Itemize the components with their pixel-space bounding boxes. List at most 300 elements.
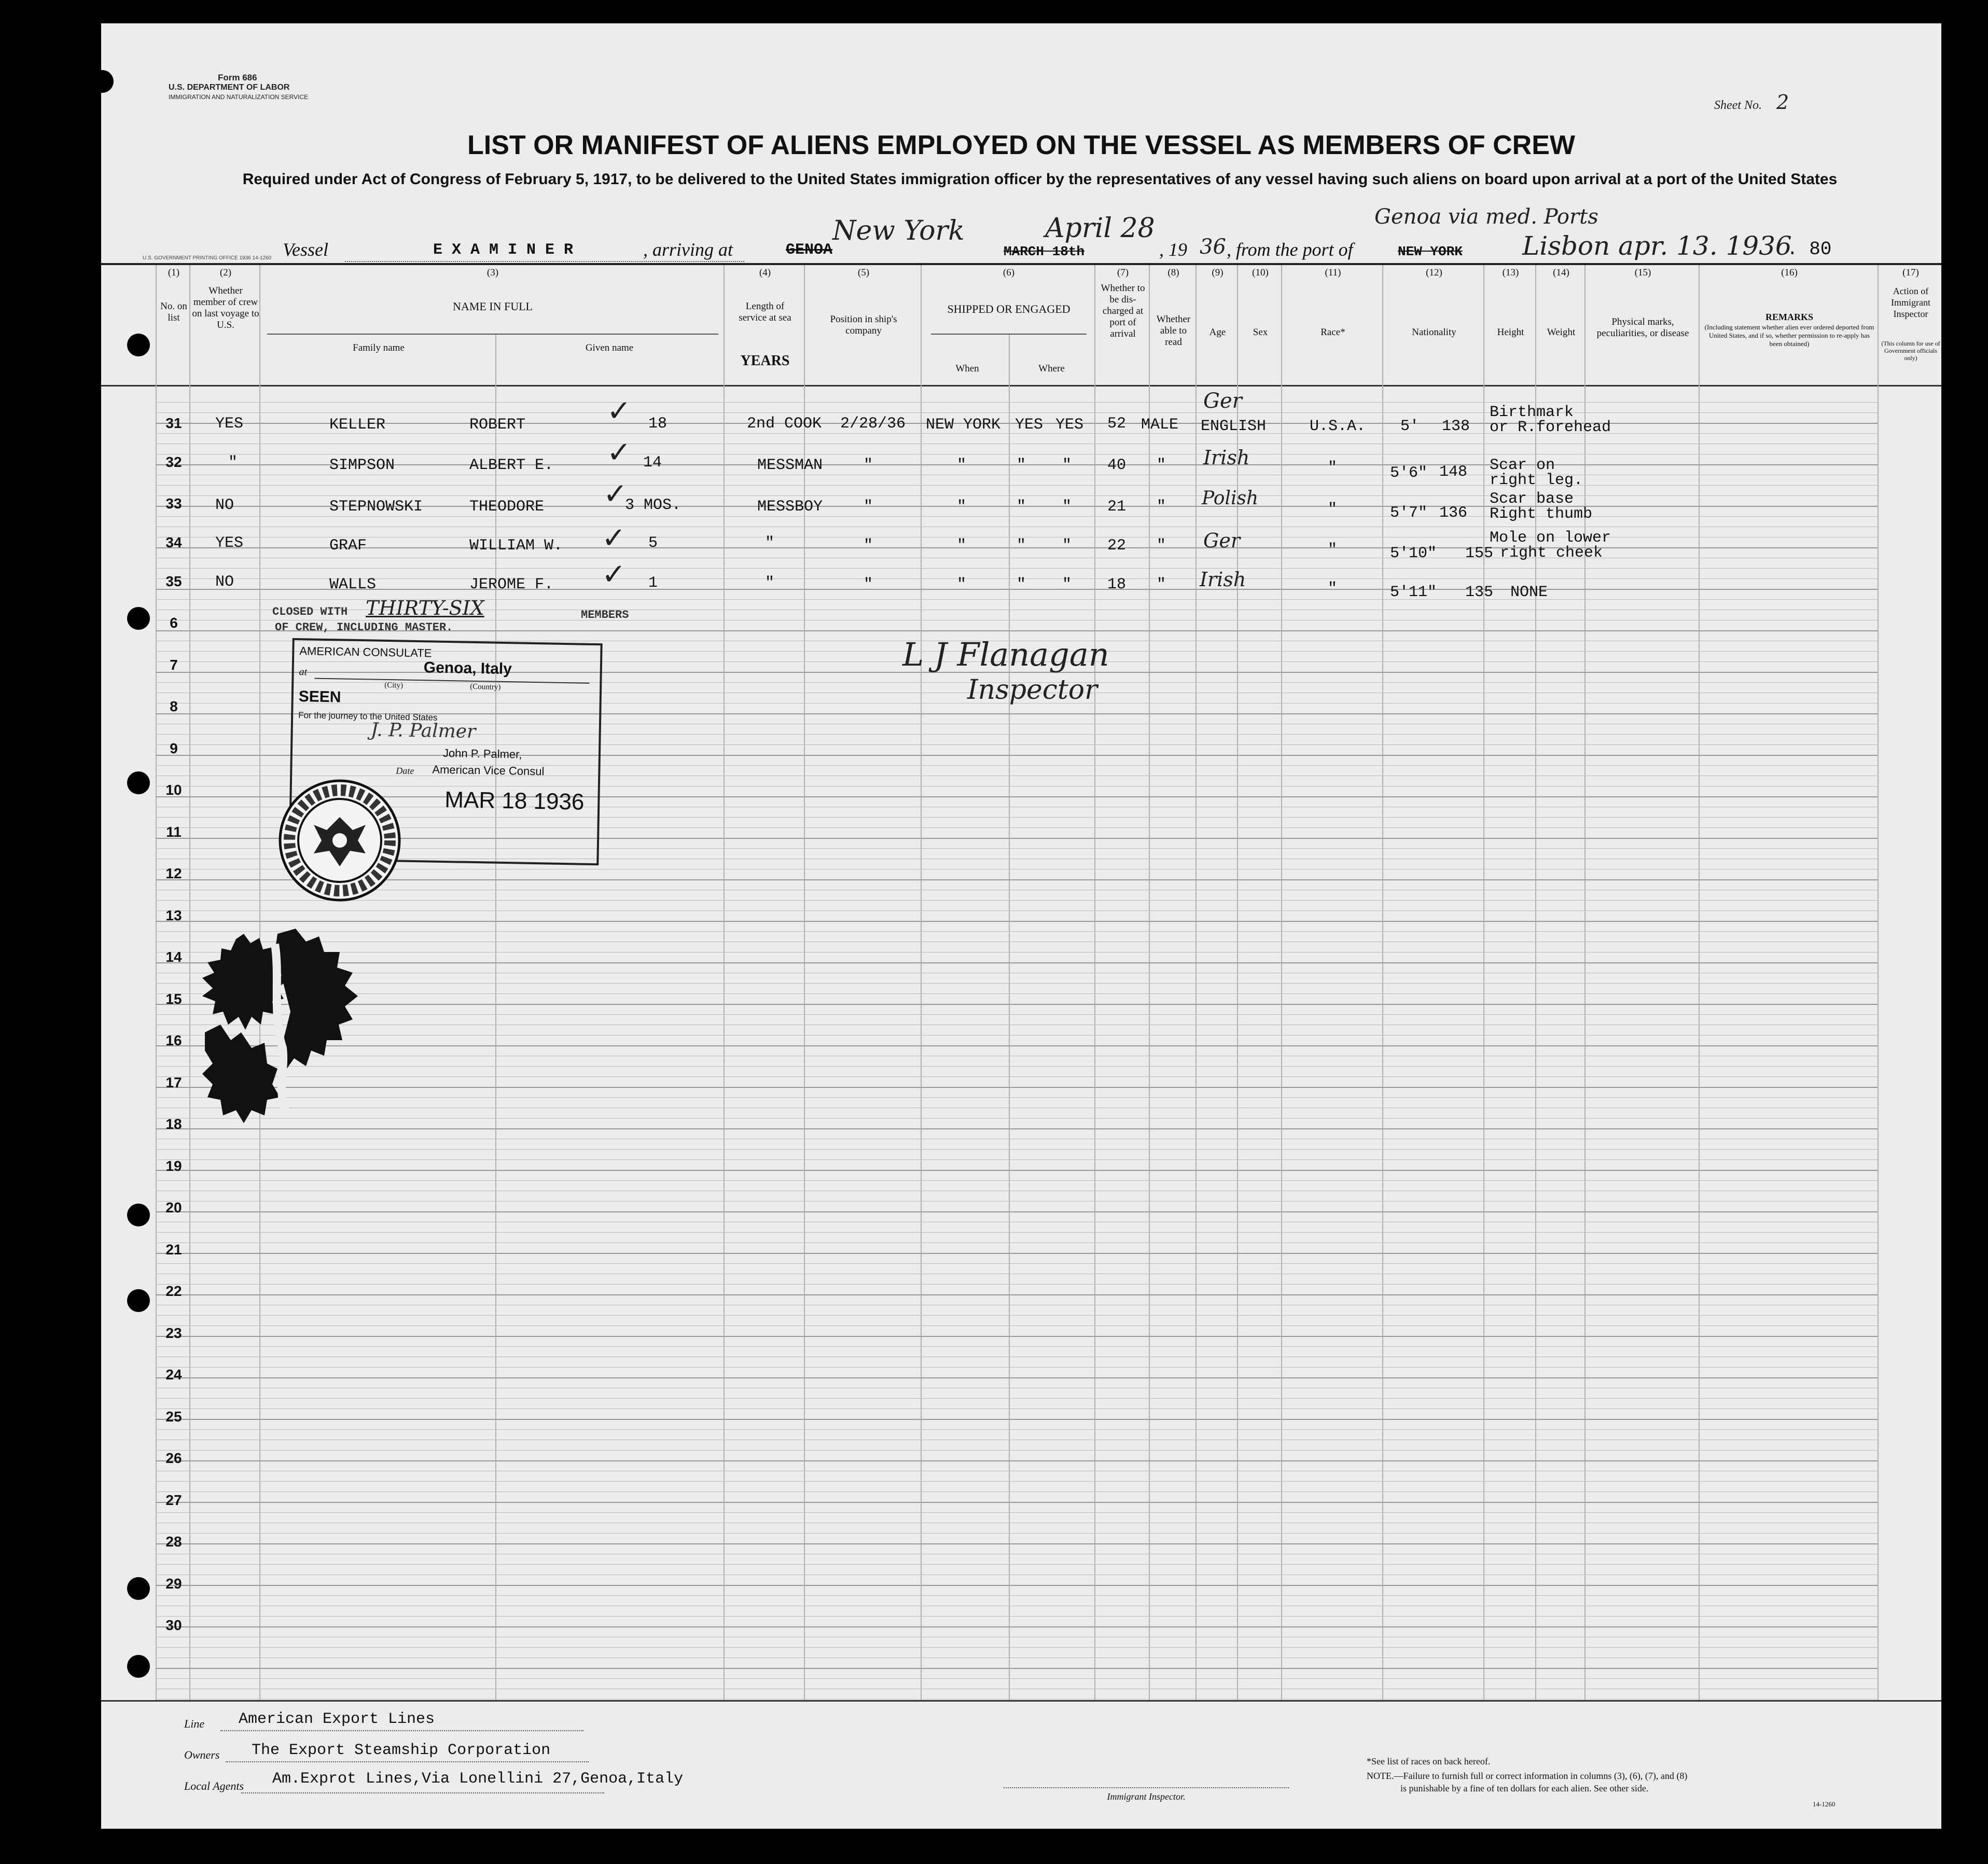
sheet-label: Sheet No. (1714, 99, 1762, 112)
when-cell: " (864, 498, 873, 516)
arrival-date-struck: MARCH 18th (1004, 244, 1085, 259)
check-mark: ✓ (602, 521, 626, 555)
position-cell: " (765, 534, 775, 552)
grid-column-line (1483, 265, 1484, 1700)
col-15-number: (15) (1634, 267, 1651, 278)
year-value: 36 (1200, 235, 1226, 259)
arriving-port-handwritten: New York (832, 215, 965, 246)
where-cell: " (957, 537, 967, 555)
read-cell: " (1062, 498, 1072, 516)
vessel-name: E X A M I N E R (433, 241, 574, 259)
row-number: 30 (165, 1617, 182, 1633)
col-4-number: (4) (759, 267, 771, 278)
grid-column-line (1878, 265, 1879, 1700)
nationality-cell: " (1328, 580, 1338, 598)
col-15-label: Physical marks, peculiarities, or disease (1596, 316, 1689, 339)
manifest-page (101, 23, 1941, 1829)
col-13-label: Height (1497, 327, 1524, 338)
fine-note: is punishable by a fine of ten dollars for each alien. See other side. (1400, 1783, 1649, 1793)
row-number: 20 (165, 1199, 182, 1216)
row-number: 15 (165, 990, 182, 1007)
weight-cell: 136 (1439, 504, 1468, 522)
col-8-label: Whether able to read (1156, 314, 1191, 348)
col-2-label: Whether member of crew on last voyage to U.S. (192, 285, 259, 330)
col-10-number: (10) (1252, 267, 1269, 278)
grid-row-line (156, 1149, 1878, 1150)
grid-row-line (156, 1097, 1878, 1098)
inspector-signature-line (1004, 1787, 1289, 1788)
department-name: U.S. DEPARTMENT OF LABOR (169, 83, 290, 92)
grid-row-line (156, 1678, 1878, 1679)
agents-label: Local Agents (184, 1779, 244, 1792)
grid-row-line (156, 1284, 1878, 1285)
col-5-label: Position in ship's company (830, 314, 897, 336)
year-prefix: , 19 (1159, 239, 1187, 260)
position-cell: MESSMAN (757, 457, 823, 474)
grid-row-line-major (156, 962, 1878, 963)
inspector-title: Inspector (967, 674, 1097, 706)
table-top-border (101, 263, 1941, 265)
height-cell: 5'10" (1390, 545, 1437, 562)
seen-label: SEEN (298, 688, 341, 706)
consul-name: John P. Palmer, (442, 746, 522, 761)
agents-value: Am.Exprot Lines,Via Lonellini 27,Genoa,Italy (272, 1770, 684, 1788)
line-label: Line (184, 1717, 205, 1730)
grid-row-line-major (156, 1668, 1878, 1669)
col-17-number: (17) (1902, 267, 1919, 278)
city-label: (City) (384, 681, 404, 690)
marks-line1-cell: Scar base (1490, 490, 1574, 508)
row-number: 32 (165, 454, 182, 470)
grid-row-line (156, 1159, 1878, 1160)
sex-cell: " (1157, 576, 1166, 593)
sex-cell: " (1157, 457, 1166, 474)
row-number: 34 (165, 534, 182, 550)
nationality-cell: " (1328, 501, 1338, 518)
marks-line2-cell: right leg. (1490, 472, 1583, 489)
discharged-cell: " (1017, 537, 1026, 555)
sex-cell: " (1157, 498, 1166, 516)
marks-line2-cell: right cheek (1500, 544, 1603, 562)
race-handwritten: Polish (1202, 488, 1259, 509)
col-8-number: (8) (1167, 267, 1179, 278)
row-number: 25 (165, 1408, 182, 1425)
col-4-label: Length of service at sea (739, 301, 791, 323)
races-note: *See list of races on back hereof. (1367, 1756, 1491, 1766)
row-number: 22 (165, 1283, 182, 1299)
col-6-when-label: When (955, 363, 979, 374)
prev-voyage-cell: YES (215, 415, 244, 433)
embossed-seal (174, 913, 392, 1141)
given-name-cell: WILLIAM W. (469, 537, 563, 555)
grid-row-line (156, 910, 1878, 911)
read-cell: " (1062, 457, 1072, 474)
col-7-label: Whether to be dis-charged at port of arrival (1101, 283, 1145, 339)
when-cell: " (864, 576, 873, 593)
consulate-date: MAR 18 1936 (444, 786, 585, 815)
age-cell: 52 (1107, 415, 1127, 433)
when-cell: " (864, 537, 873, 555)
service-cell: 18 (648, 415, 668, 433)
col-14-label: Weight (1547, 327, 1576, 338)
form-number: Form 686 (218, 73, 257, 82)
col-1-number: (1) (168, 267, 180, 278)
punch-hole (127, 1204, 150, 1226)
position-cell: " (765, 574, 775, 592)
col-1-label: No. on list (160, 301, 187, 323)
family-name-cell: STEPNOWSKI (329, 498, 423, 516)
grid-row-line (156, 1429, 1878, 1430)
arriving-label: , arriving at (643, 239, 733, 260)
country-label: (Country) (470, 682, 501, 692)
discharged-cell: " (1017, 457, 1026, 474)
age-cell: 40 (1107, 457, 1127, 474)
age-cell: 22 (1107, 537, 1127, 555)
grid-row-line-major (156, 1170, 1878, 1171)
form-code: 14-1260 (1813, 1800, 1836, 1808)
grid-row-line (156, 1398, 1878, 1399)
grid-row-line (156, 993, 1878, 994)
grid-row-line (156, 1118, 1878, 1119)
col-10-label: Sex (1253, 327, 1268, 338)
punch-hole (127, 607, 150, 630)
closing-count: THIRTY-SIX (366, 597, 484, 619)
grid-row-line (156, 1647, 1878, 1648)
col-3-family-label: Family name (353, 342, 405, 353)
check-mark: ✓ (603, 477, 628, 511)
position-cell: 2nd COOK (747, 415, 822, 433)
row-number: 33 (165, 495, 182, 512)
race-handwritten: Ger (1203, 529, 1241, 552)
grid-row-line (156, 1481, 1878, 1482)
row-number: 24 (165, 1366, 182, 1383)
service-cell: 5 (648, 534, 658, 552)
grid-row-line (156, 1263, 1878, 1264)
read-cell: " (1062, 576, 1072, 593)
grid-row-line-major (156, 1419, 1878, 1420)
journey-label: For the journey to the United States (298, 710, 438, 723)
given-name-cell: JEROME F. (469, 576, 554, 593)
weight-cell: 135 (1465, 584, 1494, 601)
consulate-city-line (314, 678, 589, 684)
check-mark: ✓ (602, 558, 626, 591)
grid-column-line (1281, 265, 1282, 1700)
from-port-label: , from the port of (1227, 239, 1353, 260)
grid-row-line-major (156, 1087, 1878, 1088)
row-number: 16 (165, 1032, 182, 1048)
grid-column-line (921, 265, 922, 1700)
col-6-number: (6) (1003, 267, 1015, 278)
grid-column-line (1149, 265, 1150, 1700)
grid-row-line (156, 1616, 1878, 1617)
grid-column-line (724, 265, 725, 1700)
grid-row-line-major (156, 1128, 1878, 1129)
grid-row-line (156, 485, 1878, 486)
grid-row-line (156, 568, 1878, 569)
row-number: 28 (165, 1534, 182, 1550)
col-6-label: SHIPPED OR ENGAGED (947, 302, 1071, 315)
owners-value: The Export Steamship Corporation (252, 1742, 551, 1759)
nationality-cell: " (1328, 541, 1338, 559)
grid-row-line (156, 1564, 1878, 1565)
grid-row-line (156, 1512, 1878, 1513)
grid-row-line (156, 1076, 1878, 1077)
grid-column-line (1382, 265, 1383, 1700)
height-cell: 5'6" (1390, 464, 1428, 482)
row-number: 27 (165, 1492, 182, 1508)
closing-line2: OF CREW, INCLUDING MASTER. (275, 621, 453, 634)
row-number: 7 (170, 656, 178, 673)
agents-dotline (241, 1792, 604, 1793)
grid-row-line-major (156, 879, 1878, 880)
nationality-cell: U.S.A. (1310, 418, 1366, 435)
consul-signature: J. P. Palmer (370, 719, 476, 743)
marks-line1-cell: NONE (1510, 584, 1548, 601)
col-12-label: Nationality (1412, 327, 1456, 338)
marks-line1-cell: Birthmark (1490, 404, 1574, 421)
grid-column-line (1094, 265, 1095, 1700)
where-cell: " (957, 576, 967, 593)
col-7-number: (7) (1117, 267, 1129, 278)
col-9-label: Age (1209, 327, 1226, 338)
col-12-number: (12) (1426, 267, 1442, 278)
check-mark: ✓ (607, 436, 631, 470)
grid-row-line (156, 1346, 1878, 1347)
family-name-cell: WALLS (329, 576, 377, 593)
where-cell: NEW YORK (926, 416, 1001, 434)
immigrant-inspector-label: Immigrant Inspector. (1107, 1791, 1186, 1802)
height-cell: 5'11" (1390, 584, 1437, 601)
punch-hole (127, 1655, 150, 1678)
grid-row-line (156, 1325, 1878, 1326)
owners-label: Owners (184, 1748, 220, 1761)
given-name-cell: ROBERT (469, 416, 526, 434)
height-cell: 5'7" (1390, 504, 1428, 522)
position-cell: MESSBOY (757, 498, 823, 516)
marks-line1-cell: Scar on (1490, 457, 1555, 474)
sheet-number: 2 (1776, 91, 1789, 114)
from-port-handwritten-top: Genoa via med. Ports (1374, 205, 1598, 229)
printing-office: U.S. GOVERNMENT PRINTING OFFICE 1936 14-1260 (143, 255, 272, 261)
grid-column-line (156, 265, 157, 1700)
age-cell: 21 (1107, 498, 1127, 516)
grid-row-line-major (156, 1460, 1878, 1461)
grid-row-line-major (156, 1502, 1878, 1503)
row-number: 9 (170, 740, 178, 756)
failure-note: NOTE.—Failure to furnish full or correct information in columns (3), (6), (7), and (8) (1367, 1771, 1688, 1781)
row-number: 21 (165, 1241, 182, 1258)
row-number: 13 (165, 907, 182, 923)
col-3-given-label: Given name (585, 342, 634, 353)
marks-line1-cell: Mole on lower (1490, 529, 1611, 547)
consulate-city: Genoa, Italy (423, 659, 512, 678)
grid-row-line (156, 1066, 1878, 1067)
grid-row-line-major (156, 1377, 1878, 1378)
service-cell: 1 (648, 574, 658, 592)
col-17-label: Action of Immigrant Inspector (1891, 286, 1930, 319)
grid-row-line-major (156, 1543, 1878, 1544)
line-dotline (220, 1730, 583, 1731)
col-5-number: (5) (857, 267, 870, 278)
col-4-unit: YEARS (740, 353, 790, 369)
prev-voyage-cell: " (228, 454, 238, 472)
prev-voyage-cell: NO (215, 573, 234, 591)
line-value: American Export Lines (239, 1710, 435, 1728)
grid-row-line (156, 412, 1878, 413)
service-cell: 3 MOS. (625, 496, 682, 514)
grid-row-line (156, 1014, 1878, 1015)
race-handwritten: Ger (1203, 389, 1242, 413)
row-number: 18 (165, 1116, 182, 1132)
when-cell: " (864, 457, 873, 474)
discharged-cell: " (1017, 576, 1026, 593)
page-subtitle: Required under Act of Congress of February 5, 1917, to be delivered to the United States immigration officer by the representatives of any vessel having such aliens on board upon arrival at a port of the United States (242, 171, 1838, 188)
row-number: 11 (166, 823, 182, 840)
vessel-code: . 80 (1787, 239, 1832, 260)
grid-row-line (156, 1699, 1878, 1700)
grid-row-line-major (156, 1585, 1878, 1586)
closing-members: MEMBERS (581, 609, 629, 622)
prev-voyage-cell: YES (215, 534, 244, 552)
grid-row-line-major (156, 1253, 1878, 1254)
grid-subcolumn-line (1009, 335, 1010, 1700)
grid-row-line (156, 1180, 1878, 1181)
grid-row-line (156, 402, 1878, 403)
grid-row-line-major (156, 1294, 1878, 1295)
punch-hole (127, 1577, 150, 1600)
grid-column-line (1699, 265, 1700, 1700)
col-11-number: (11) (1325, 267, 1341, 278)
arriving-port-struck: GENOA (786, 241, 833, 259)
row-number: 29 (165, 1575, 182, 1592)
read-cell: " (1062, 537, 1072, 555)
grid-row-line (156, 1367, 1878, 1368)
family-name-cell: SIMPSON (329, 457, 395, 474)
punch-hole (101, 70, 114, 93)
col-2-number: (2) (219, 267, 232, 278)
weight-cell: 138 (1442, 418, 1470, 435)
grid-row-line-major (156, 921, 1878, 922)
grid-row-line-major (156, 1211, 1878, 1212)
arrival-date-handwritten: April 28 (1045, 213, 1155, 244)
marks-line2-cell: or R.forehead (1490, 419, 1611, 436)
from-port-struck: NEW YORK (1398, 244, 1463, 259)
grid-row-line (156, 1595, 1878, 1596)
col-14-number: (14) (1553, 267, 1569, 278)
row-number: 8 (170, 698, 178, 714)
row-number: 6 (170, 615, 178, 631)
grid-row-line (156, 1450, 1878, 1451)
race-handwritten: Irish (1203, 446, 1250, 469)
from-port-handwritten: Lisbon apr. 13. 1936 (1522, 231, 1792, 261)
row-number: 12 (165, 865, 182, 881)
sex-cell: " (1157, 537, 1166, 555)
grid-column-line (1195, 265, 1197, 1700)
grid-column-line (804, 265, 805, 1700)
discharged-cell: " (1017, 498, 1026, 516)
grid-row-line (156, 1315, 1878, 1316)
col-11-label: Race* (1320, 327, 1345, 338)
grid-row-line (156, 495, 1878, 496)
col-3-label: NAME IN FULL (453, 300, 533, 313)
name-divider (267, 334, 718, 335)
consulate-title: AMERICAN CONSULATE (299, 644, 432, 660)
consulate-seal (275, 776, 405, 905)
when-cell: 2/28/36 (840, 415, 906, 433)
family-name-cell: GRAF (329, 537, 367, 555)
col-16-note: (Including statement whether alien ever ordered deported from United States, and if so, whether permission to re-apply has been obtained) (1704, 323, 1874, 348)
punch-hole (127, 334, 150, 356)
where-cell: " (957, 457, 967, 474)
col-16-label: REMARKS (1765, 312, 1813, 322)
row-number: 17 (165, 1074, 182, 1090)
col-17-note: (This column for use of Government officials only) (1881, 340, 1940, 362)
closing-prefix: CLOSED WITH (272, 605, 348, 618)
grid-row-line (156, 900, 1878, 901)
inspector-signature: L J Flanagan (902, 636, 1109, 673)
row-number: 14 (165, 949, 182, 965)
page-title: LIST OR MANIFEST OF ALIENS EMPLOYED ON THE VESSEL AS MEMBERS OF CREW (467, 130, 1575, 160)
date-label: Date (396, 765, 414, 776)
row-number: 31 (165, 415, 182, 431)
weight-cell: 148 (1439, 463, 1468, 481)
vessel-label: Vessel (283, 239, 328, 260)
where-cell: " (957, 498, 967, 516)
height-cell: 5' (1400, 418, 1420, 435)
grid-column-line (1584, 265, 1586, 1700)
marks-line2-cell: Right thumb (1490, 505, 1593, 523)
grid-row-line-major (156, 1004, 1878, 1005)
row-number: 10 (165, 782, 182, 798)
grid-row-line (156, 983, 1878, 984)
header-bottom-border (101, 385, 1941, 386)
age-cell: 18 (1107, 576, 1127, 593)
owners-dotline (226, 1761, 589, 1762)
punch-hole (127, 771, 150, 794)
col-3-number: (3) (486, 267, 499, 278)
prev-voyage-cell: NO (215, 496, 234, 514)
sex-cell: MALE (1141, 416, 1179, 434)
col-9-number: (9) (1212, 267, 1224, 278)
service-cell: 14 (643, 454, 662, 472)
race-handwritten: Irish (1200, 568, 1246, 591)
nationality-cell: " (1328, 459, 1338, 477)
grid-row-line-major (156, 1045, 1878, 1046)
grid-row-line (156, 516, 1878, 517)
shipped-divider (931, 334, 1087, 335)
discharged-cell: YES (1015, 416, 1044, 434)
grid-column-line (1237, 265, 1238, 1700)
col-13-number: (13) (1502, 267, 1519, 278)
row-number: 26 (165, 1450, 182, 1466)
race-cell: ENGLISH (1201, 418, 1267, 435)
row-number: 19 (165, 1157, 182, 1174)
consul-role: American Vice Consul (432, 763, 545, 778)
grid-row-line (156, 1533, 1878, 1534)
service-name: IMMIGRATION AND NATURALIZATION SERVICE (169, 93, 309, 101)
grid-row-line (156, 1232, 1878, 1233)
grid-row-line (156, 1201, 1878, 1202)
check-mark: ✓ (607, 394, 631, 428)
consulate-at-label: at (299, 666, 308, 678)
row-number: 23 (165, 1324, 182, 1341)
given-name-cell: ALBERT E. (469, 457, 554, 474)
grid-row-line (156, 1242, 1878, 1243)
col-16-number: (16) (1781, 267, 1798, 278)
weight-cell: 155 (1465, 545, 1494, 562)
grid-row-line-major (156, 1336, 1878, 1337)
row-number: 35 (165, 573, 182, 589)
